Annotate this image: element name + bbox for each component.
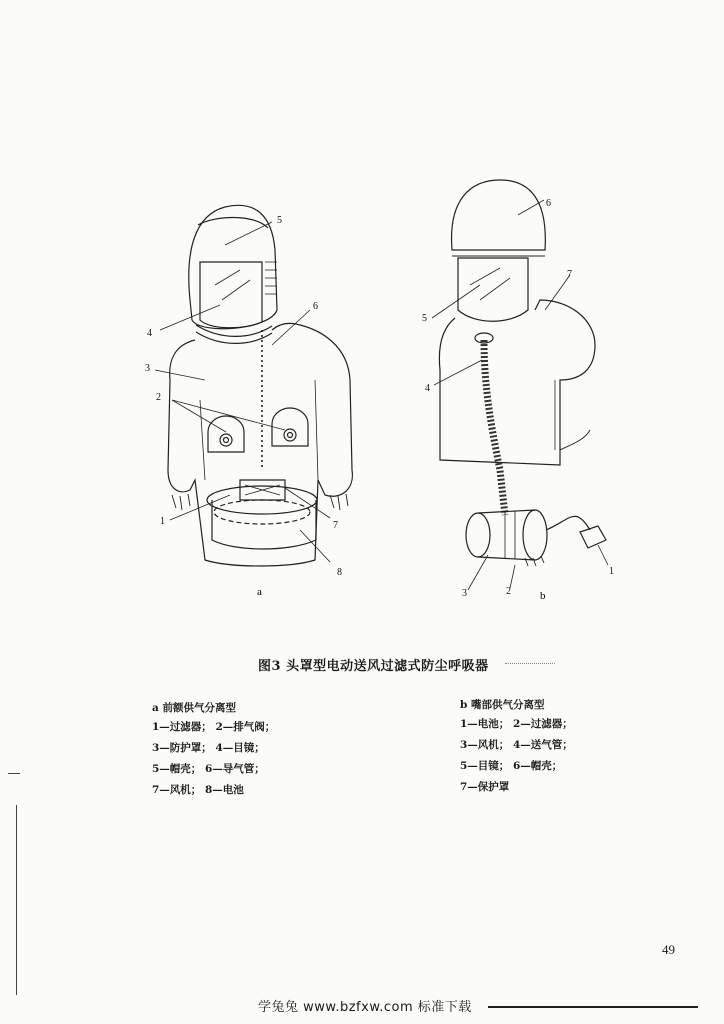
figure-caption: 图3 头罩型电动送风过滤式防尘呼吸器 bbox=[258, 659, 489, 674]
legend-b bbox=[460, 697, 573, 794]
caption-rule bbox=[505, 663, 555, 664]
callout-b-2: 2 bbox=[506, 586, 511, 597]
callout-a-1: 1 bbox=[160, 516, 165, 527]
callout-b-7: 7 bbox=[567, 269, 572, 280]
callout-b-6: 6 bbox=[546, 198, 551, 209]
legend-a-row: 7—风机； 8—电池 bbox=[152, 784, 244, 796]
callout-b-4: 4 bbox=[425, 383, 430, 394]
legend-b-row: 7—保护罩 bbox=[460, 781, 510, 793]
legend-a-heading: a 前额供气分离型 bbox=[152, 702, 236, 714]
callout-a-8: 8 bbox=[337, 567, 342, 578]
legend-b-row: 5—目镜； 6—帽壳； bbox=[460, 760, 563, 772]
diagram-b-illustration bbox=[432, 180, 608, 590]
callout-a-3: 3 bbox=[145, 363, 150, 374]
legend-a-row: 3—防护罩； 4—目镜； bbox=[152, 742, 265, 754]
callout-b-1: 1 bbox=[609, 566, 614, 577]
footer-watermark: 学兔兔 www.bzfxw.com 标准下载 bbox=[258, 1000, 472, 1015]
scan-margin-line bbox=[16, 805, 17, 995]
legend-b-row: 1—电池； 2—过滤器； bbox=[460, 718, 573, 730]
callout-a-4: 4 bbox=[147, 328, 152, 339]
diagram-a-callouts bbox=[145, 215, 342, 598]
callout-a-7: 7 bbox=[333, 520, 338, 531]
diagram-a-sublabel: a bbox=[257, 586, 262, 598]
scan-mark bbox=[8, 773, 20, 774]
diagram-b-sublabel: b bbox=[540, 590, 546, 602]
legend-a bbox=[152, 700, 275, 797]
legend-a-row: 1—过滤器； 2—排气阀； bbox=[152, 721, 276, 733]
legend-b-row: 3—风机； 4—送气管； bbox=[460, 739, 573, 751]
legend-b-heading: b 嘴部供气分离型 bbox=[460, 699, 545, 711]
diagram-a-illustration bbox=[155, 205, 352, 566]
callout-b-3: 3 bbox=[462, 588, 467, 599]
callout-b-5: 5 bbox=[422, 313, 427, 324]
callout-a-5: 5 bbox=[277, 215, 282, 226]
callout-a-6: 6 bbox=[313, 301, 318, 312]
page-number: 49 bbox=[662, 942, 675, 957]
footer-rule bbox=[488, 1006, 698, 1008]
callout-a-2: 2 bbox=[156, 392, 161, 403]
legend-a-row: 5—帽壳； 6—导气管； bbox=[152, 763, 265, 775]
